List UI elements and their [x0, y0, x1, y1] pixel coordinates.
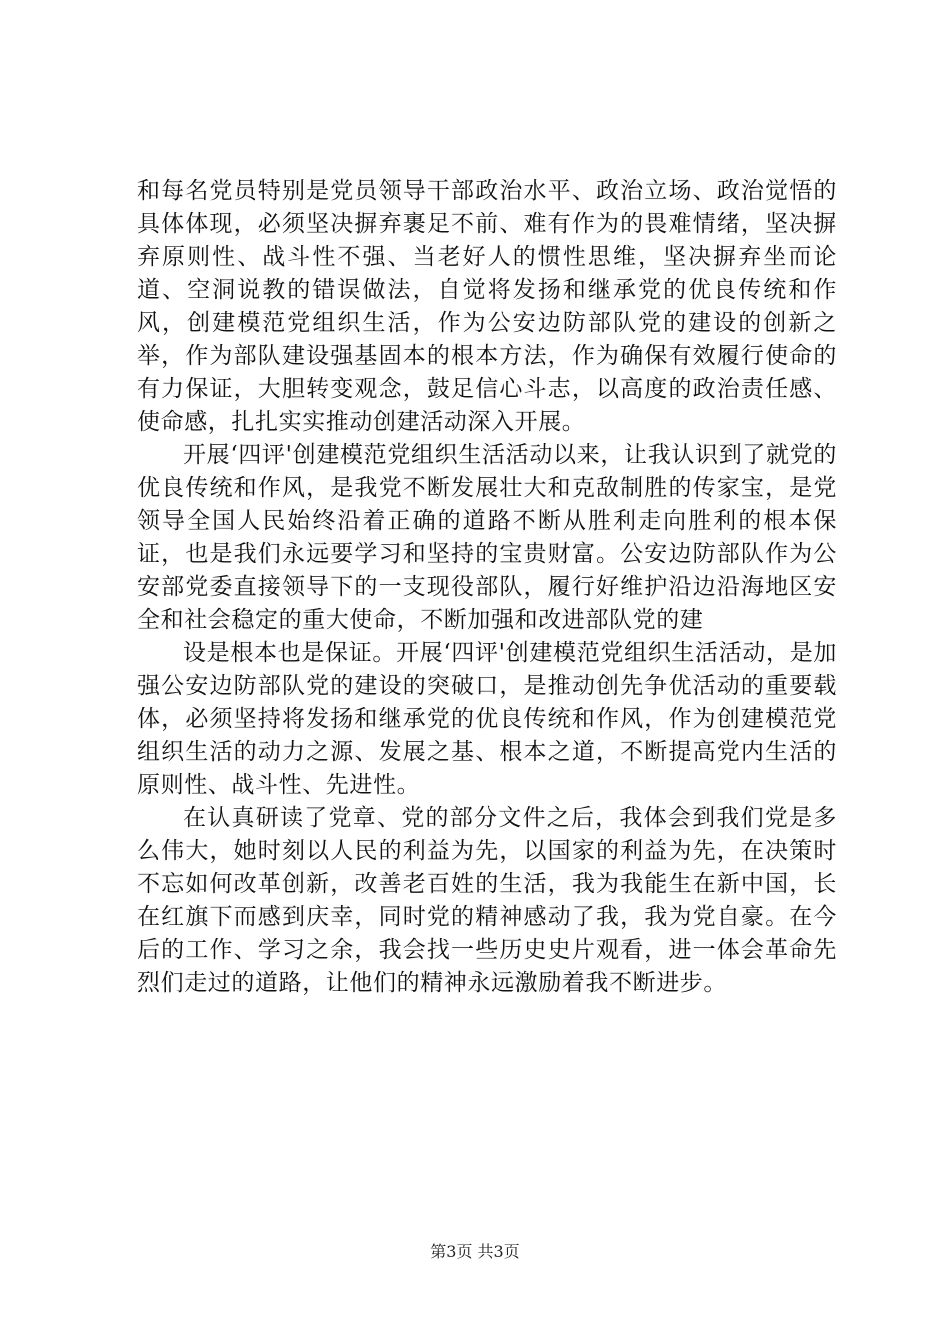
paragraph-four-reviews-activity: 开展‘四评'创建模范党组织生活活动以来，让我认识到了就党的优良传统和作风，是我党不断发展壮大和克敌制胜的传家宝，是党领导全国人民始终沿着正确的道路不断从胜利走向胜利的根本保证，也是我们永远要学习和坚持的宝贵财富。公安边防部队作为公安部党委直接领导下的一支现役部队，履行好维护沿边沿海地区安全和社会稳定的重大使命，不断加强和改进部队党的建 — [137, 442, 837, 633]
paragraph-continued-from-previous-page: 和每名党员特别是党员领导干部政治水平、政治立场、政治觉悟的具体体现，必须坚决摒弃裹足不前、难有作为的畏难情绪，坚决摒弃原则性、战斗性不强、当老好人的惯性思维，坚决摒弃坐而论道、空洞说教的错误做法，自觉将发扬和继承党的优良传统和作风，创建模范党组织生活，作为公安边防部队党的建设的创新之举，作为部队建设强基固本的根本方法，作为确保有效履行使命的有力保证，大胆转变观念，鼓足信心斗志，以高度的政治责任感、使命感，扎扎实实推动创建活动深入开展。 — [137, 178, 837, 435]
document-body — [137, 175, 837, 1000]
paragraph-study-reflection: 在认真研读了党章、党的部分文件之后，我体会到我们党是多么伟大，她时刻以人民的利益为先，以国家的利益为先，在决策时不忘如何改革创新，改善老百姓的生活，我为我能生在新中国，长在红旗下而感到庆幸，同时党的精神感动了我，我为党自豪。在今后的工作、学习之余，我会找一些历史史片观看，进一体会革命先烈们走过的道路，让他们的精神永远激励着我不断进步。 — [137, 805, 837, 996]
page-number-footer: 第3页 共3页 — [430, 1242, 520, 1261]
paragraph-party-building-guarantee: 设是根本也是保证。开展‘四评'创建模范党组织生活活动，是加强公安边防部队党的建设的突破口，是推动创先争优活动的重要载体，必须坚持将发扬和继承党的优良传统和作风，作为创建模范党组织生活的动力之源、发展之基、根本之道，不断提高党内生活的原则性、战斗性、先进性。 — [137, 640, 837, 798]
